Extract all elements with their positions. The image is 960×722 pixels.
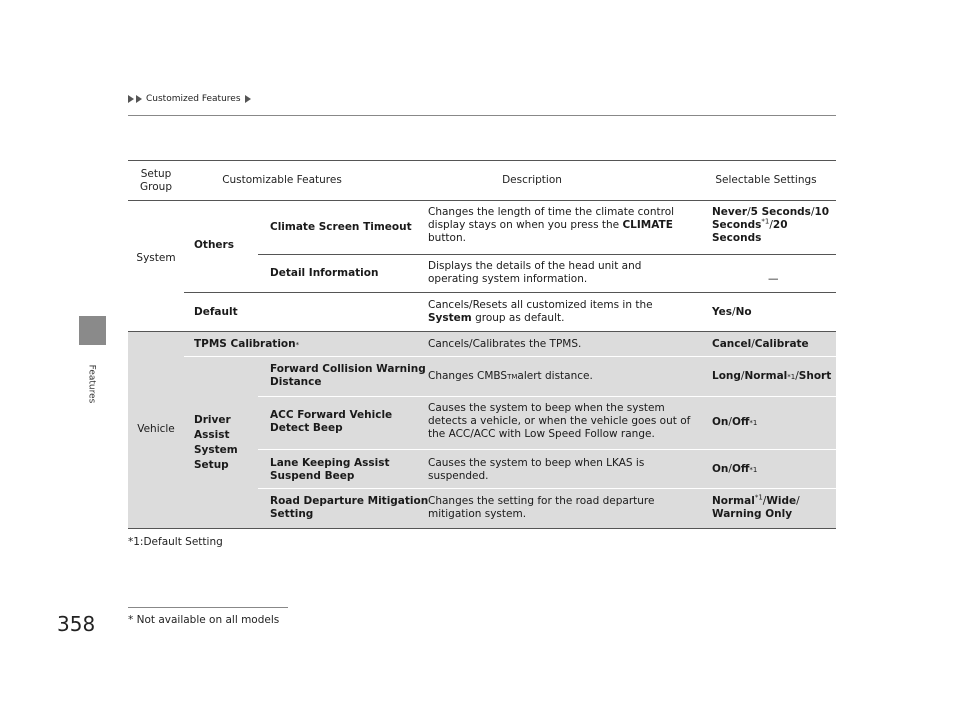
setting-default: Yes / No bbox=[712, 306, 752, 318]
description-climate-timeout: Changes the length of time the climate control display stays on when you press the CLIMATE button. bbox=[428, 206, 675, 244]
description-default: Cancels/Resets all customized items in the System group as default. bbox=[428, 299, 653, 324]
feature-default: Default bbox=[194, 306, 238, 318]
table-bottom-rule bbox=[128, 528, 836, 529]
subgroup-others: Others bbox=[194, 239, 234, 251]
setting-tpms-calibration: Cancel / Calibrate bbox=[712, 338, 809, 350]
setting-rdm-setting: Normal$^{*1}$/Wide/ Warning Only bbox=[712, 493, 800, 520]
side-section-label: Features bbox=[86, 364, 97, 404]
description-lkas-beep: Causes the system to beep when LKAS is suspended. bbox=[428, 457, 645, 482]
bottom-note-rule bbox=[128, 607, 288, 608]
page-number: 358 bbox=[57, 612, 96, 636]
row-divider bbox=[184, 292, 836, 293]
setting-fcw-distance: Long / Normal *1 / Short bbox=[712, 370, 832, 382]
feature-tpms-calibration: TPMS Calibration * bbox=[194, 338, 300, 350]
side-tab bbox=[79, 316, 106, 345]
setting-detail-information: — bbox=[768, 273, 779, 285]
feature-acc-detect-beep: ACC Forward Vehicle Detect Beep bbox=[270, 409, 393, 434]
breadcrumb-arrow-icon bbox=[136, 95, 142, 103]
group-vehicle: Vehicle bbox=[137, 423, 175, 435]
breadcrumb-arrow-icon bbox=[245, 95, 251, 103]
description-detail-information: Displays the details of the head unit and operating system information. bbox=[428, 260, 642, 285]
setting-lkas-beep: On / Off *1 bbox=[712, 463, 758, 475]
header-selectable-settings: Selectable Settings bbox=[715, 174, 817, 186]
table-header bbox=[128, 160, 836, 201]
feature-climate-timeout: Climate Screen Timeout bbox=[270, 221, 412, 233]
row-divider bbox=[258, 396, 836, 397]
row-divider bbox=[258, 449, 836, 450]
header-setup-group: Setup Group bbox=[140, 167, 172, 193]
setting-acc-detect-beep: On / Off *1 bbox=[712, 416, 758, 428]
setting-climate-timeout: Never/5 Seconds/10 Seconds$^{*1}$/20 Seconds bbox=[712, 206, 830, 244]
breadcrumb-arrow-icon bbox=[128, 95, 134, 103]
feature-lkas-beep: Lane Keeping Assist Suspend Beep bbox=[270, 457, 390, 482]
bottom-note: * Not available on all models bbox=[128, 614, 280, 626]
customized-features-table bbox=[128, 160, 836, 520]
row-divider bbox=[258, 488, 836, 489]
description-tpms-calibration: Cancels/Calibrates the TPMS. bbox=[428, 338, 582, 350]
group-system: System bbox=[136, 252, 176, 264]
description-rdm-setting: Changes the setting for the road departure mitigation system. bbox=[428, 495, 655, 520]
feature-detail-information: Detail Information bbox=[270, 267, 379, 279]
description-fcw-distance: Changes CMBS TM alert distance. bbox=[428, 370, 593, 382]
header-customizable-features: Customizable Features bbox=[222, 174, 342, 186]
subgroup-driver-assist: Driver Assist System Setup bbox=[194, 414, 238, 471]
footnote: *1:Default Setting bbox=[128, 536, 223, 548]
feature-rdm-setting: Road Departure Mitigation Setting bbox=[270, 495, 429, 520]
header-description: Description bbox=[502, 174, 562, 186]
header-rule bbox=[128, 115, 836, 116]
row-divider bbox=[258, 254, 836, 255]
breadcrumb[interactable] bbox=[128, 94, 251, 104]
row-divider bbox=[184, 356, 836, 357]
feature-fcw-distance: Forward Collision Warning Distance bbox=[270, 363, 426, 388]
description-acc-detect-beep: Causes the system to beep when the system detects a vehicle, or when the vehicle goes out of the ACC/ACC with Low Speed Follow range. bbox=[428, 402, 691, 440]
breadcrumb-label[interactable]: Customized Features bbox=[146, 94, 241, 104]
